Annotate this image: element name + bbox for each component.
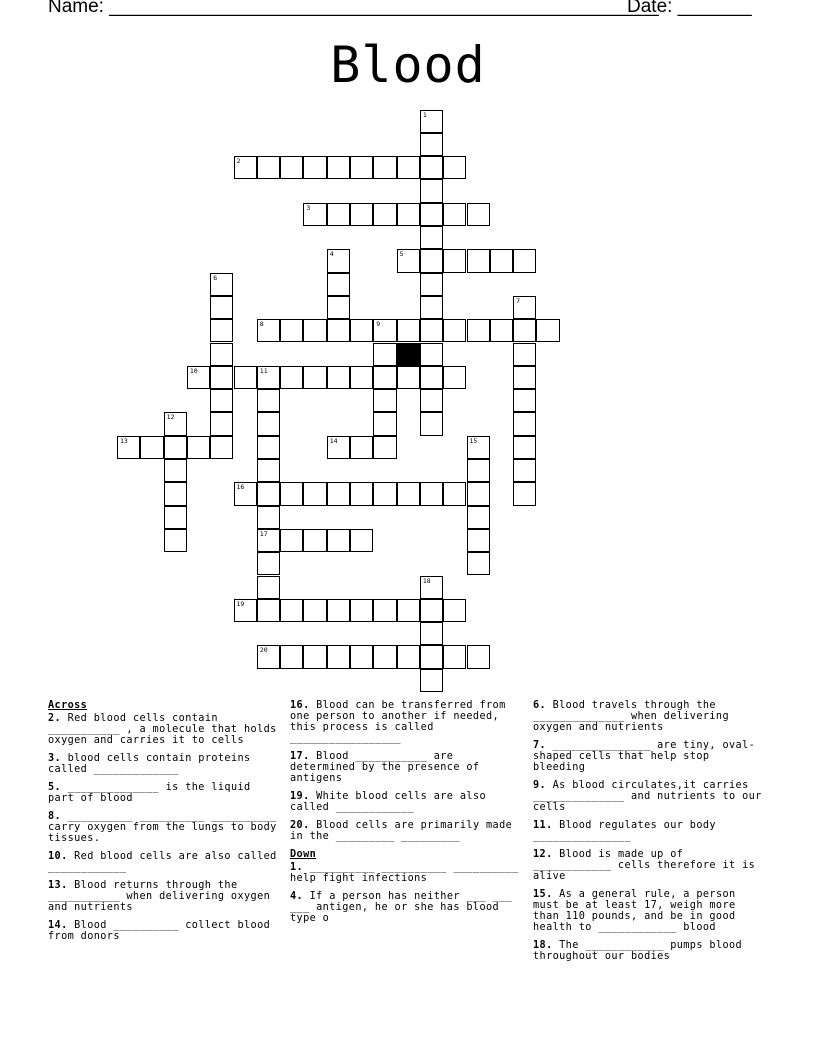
crossword-cell[interactable]	[513, 366, 536, 389]
crossword-cell[interactable]	[536, 319, 559, 342]
clues-column-2	[290, 700, 525, 931]
clue-number: 2	[236, 157, 241, 166]
crossword-cell[interactable]	[397, 482, 420, 505]
crossword-cell[interactable]	[513, 412, 536, 435]
crossword-cell[interactable]	[443, 482, 466, 505]
crossword-cell[interactable]	[210, 436, 233, 459]
crossword-cell[interactable]	[327, 273, 350, 296]
crossword-cell[interactable]	[420, 156, 443, 179]
clue-text: Blood is made up of ____________ cells therefore it is alive	[533, 849, 756, 882]
crossword-cell[interactable]	[350, 529, 373, 552]
crossword-cell[interactable]	[350, 156, 373, 179]
crossword-cell[interactable]	[373, 156, 396, 179]
clue-number-label: 18.	[533, 940, 553, 951]
crossword-cell[interactable]	[164, 482, 187, 505]
crossword-cell[interactable]	[350, 436, 373, 459]
clue-text: __________ __________ __________ carry oxygen from the lungs to body tissues.	[48, 811, 277, 844]
clue-text: Blood can be transferred from one person to another if needed, this process is called _________________	[290, 700, 506, 744]
crossword-cell[interactable]	[513, 482, 536, 505]
clue	[533, 740, 768, 773]
blocked-cell	[397, 343, 420, 366]
clue	[290, 862, 525, 884]
clue-number: 20	[259, 646, 268, 655]
crossword-cell[interactable]	[303, 529, 326, 552]
clue-number-label: 19.	[290, 791, 310, 802]
crossword-cell[interactable]	[350, 599, 373, 622]
crossword-cell[interactable]	[257, 459, 280, 482]
crossword-cell[interactable]	[513, 436, 536, 459]
crossword-cell[interactable]	[443, 203, 466, 226]
clue	[48, 713, 283, 746]
crossword-cell[interactable]	[327, 296, 350, 319]
clue-number: 19	[236, 599, 245, 608]
crossword-cell[interactable]	[420, 669, 443, 692]
clue-number: 12	[166, 413, 175, 422]
crossword-cell[interactable]	[327, 645, 350, 668]
crossword-cell[interactable]	[350, 203, 373, 226]
clue-text: Red blood cells are also called ____________	[48, 851, 277, 873]
crossword-cell[interactable]	[420, 622, 443, 645]
crossword-cell[interactable]	[303, 366, 326, 389]
clue	[533, 820, 768, 842]
clue-number-label: 20.	[290, 820, 310, 831]
crossword-cell[interactable]	[327, 366, 350, 389]
crossword-cell[interactable]	[117, 436, 140, 459]
crossword-cell[interactable]	[420, 133, 443, 156]
clue-number-label: 11.	[533, 820, 553, 831]
crossword-cell[interactable]	[327, 319, 350, 342]
crossword-cell[interactable]	[513, 459, 536, 482]
crossword-cell[interactable]	[327, 249, 350, 272]
clue	[48, 753, 283, 775]
clue-number: 18	[422, 576, 431, 585]
clue	[290, 751, 525, 784]
crossword-cell[interactable]	[257, 389, 280, 412]
crossword-cell[interactable]	[373, 436, 396, 459]
clue-number: 6	[213, 273, 218, 282]
clue	[48, 880, 283, 913]
clue	[48, 920, 283, 942]
clue-text: __________ __________ __________ help fight infections	[290, 862, 519, 884]
clue-number: 14	[329, 436, 338, 445]
crossword-cell[interactable]	[373, 343, 396, 366]
crossword-cell[interactable]	[257, 366, 280, 389]
clue	[533, 849, 768, 882]
clue-number: 10	[189, 366, 198, 375]
clue-number-label: 6.	[533, 700, 547, 711]
clue	[48, 782, 283, 804]
crossword-cell[interactable]	[164, 529, 187, 552]
crossword-cell[interactable]	[373, 366, 396, 389]
clue-text: Blood cells are primarily made in the _________ _________	[290, 820, 513, 842]
clue-section-heading: Across	[48, 700, 88, 711]
crossword-cell[interactable]	[373, 482, 396, 505]
crossword-cell[interactable]	[210, 296, 233, 319]
crossword-cell[interactable]	[257, 576, 280, 599]
clue-number: 7	[516, 296, 521, 305]
crossword-cell[interactable]	[467, 436, 490, 459]
crossword-cell[interactable]	[420, 110, 443, 133]
crossword-cell[interactable]	[373, 599, 396, 622]
crossword-cell[interactable]	[327, 482, 350, 505]
crossword-cell[interactable]	[373, 645, 396, 668]
crossword-cell[interactable]	[513, 296, 536, 319]
crossword-cell[interactable]	[420, 343, 443, 366]
crossword-cell[interactable]	[373, 203, 396, 226]
crossword-cell[interactable]	[513, 249, 536, 272]
crossword-cell[interactable]	[257, 599, 280, 622]
clue-number: 1	[422, 110, 427, 119]
clue	[533, 700, 768, 733]
crossword-cell[interactable]	[210, 412, 233, 435]
crossword-cell[interactable]	[513, 389, 536, 412]
clue-text: Blood regulates our body _______________	[533, 820, 716, 842]
crossword-cell[interactable]	[164, 459, 187, 482]
crossword-cell[interactable]	[210, 366, 233, 389]
crossword-cell[interactable]	[234, 482, 257, 505]
crossword-cell[interactable]	[327, 156, 350, 179]
clue-text: blood cells contain proteins called _____________	[48, 753, 251, 775]
crossword-cell[interactable]	[467, 203, 490, 226]
clue-text: ______________ is the liquid part of blood	[48, 782, 251, 804]
crossword-cell[interactable]	[420, 203, 443, 226]
crossword-cell[interactable]	[420, 179, 443, 202]
crossword-cell[interactable]	[373, 389, 396, 412]
clue-section-heading: Down	[290, 849, 317, 860]
crossword-cell[interactable]	[350, 482, 373, 505]
crossword-cell[interactable]	[420, 249, 443, 272]
crossword-cell[interactable]	[303, 599, 326, 622]
crossword-cell[interactable]	[420, 366, 443, 389]
clue	[533, 780, 768, 813]
crossword-cell[interactable]	[164, 506, 187, 529]
clue-text: White blood cells are also called ____________	[290, 791, 487, 813]
clue-number-label: 13.	[48, 880, 68, 891]
crossword-cell[interactable]	[490, 319, 513, 342]
crossword-cell[interactable]	[234, 599, 257, 622]
clue-number-label: 10.	[48, 851, 68, 862]
crossword-cell[interactable]	[210, 319, 233, 342]
crossword-cell[interactable]	[420, 273, 443, 296]
name-field-label: Name: ____________________________________________________	[48, 0, 659, 17]
crossword-cell[interactable]	[397, 156, 420, 179]
crossword-cell[interactable]	[257, 645, 280, 668]
crossword-cell[interactable]	[187, 366, 210, 389]
crossword-cell[interactable]	[210, 343, 233, 366]
clue-number-label: 7.	[533, 740, 547, 751]
crossword-cell[interactable]	[443, 599, 466, 622]
crossword-cell[interactable]	[257, 156, 280, 179]
clue-number: 16	[236, 483, 245, 492]
clue-text: As a general rule, a person must be at least 17, weigh more than 110 pounds, and be in good health to ____________ blood	[533, 889, 736, 933]
crossword-cell[interactable]	[420, 296, 443, 319]
clue	[290, 700, 525, 744]
crossword-cell[interactable]	[327, 436, 350, 459]
crossword-cell[interactable]	[513, 343, 536, 366]
crossword-cell[interactable]	[303, 645, 326, 668]
crossword-cell[interactable]	[210, 389, 233, 412]
crossword-cell[interactable]	[397, 366, 420, 389]
crossword-cell[interactable]	[467, 459, 490, 482]
crossword-cell[interactable]	[234, 366, 257, 389]
crossword-cell[interactable]	[467, 482, 490, 505]
crossword-cell[interactable]	[420, 482, 443, 505]
crossword-cell[interactable]	[280, 529, 303, 552]
date-field-label: Date: _______	[627, 0, 752, 17]
crossword-cell[interactable]	[490, 249, 513, 272]
crossword-cell[interactable]	[420, 226, 443, 249]
crossword-cell[interactable]	[397, 599, 420, 622]
crossword-cell[interactable]	[234, 156, 257, 179]
crossword-cell[interactable]	[420, 412, 443, 435]
crossword-cell[interactable]	[257, 529, 280, 552]
crossword-cell[interactable]	[257, 412, 280, 435]
crossword-cell[interactable]	[443, 156, 466, 179]
crossword-cell[interactable]	[187, 436, 210, 459]
clue-text: Blood __________ collect blood from donors	[48, 920, 271, 942]
clue-text: If a person has neither ___ ___ ___ antigen, he or she has blood type o	[290, 891, 513, 924]
clue	[48, 851, 283, 873]
clue	[533, 940, 768, 962]
crossword-cell[interactable]	[350, 319, 373, 342]
crossword-cell[interactable]	[420, 576, 443, 599]
crossword-cell[interactable]	[513, 319, 536, 342]
clue-number-label: 12.	[533, 849, 553, 860]
crossword-cell[interactable]	[164, 436, 187, 459]
clue-number-label: 15.	[533, 889, 553, 900]
crossword-cell[interactable]	[420, 599, 443, 622]
clue-text: Red blood cells contain ___________ , a molecule that holds oxygen and carries it to cells	[48, 713, 277, 746]
crossword-cell[interactable]	[397, 249, 420, 272]
crossword-cell[interactable]	[350, 366, 373, 389]
clue-number: 8	[259, 320, 264, 329]
clue	[48, 811, 283, 844]
crossword-cell[interactable]	[280, 645, 303, 668]
crossword-cell[interactable]	[397, 319, 420, 342]
clue-number-label: 4.	[290, 891, 304, 902]
clue-number-label: 9.	[533, 780, 547, 791]
crossword-cell[interactable]	[467, 249, 490, 272]
crossword-cell[interactable]	[303, 156, 326, 179]
clue-text: Blood returns through the ___________ when delivering oxygen and nutrients	[48, 880, 271, 913]
crossword-cell[interactable]	[280, 156, 303, 179]
crossword-cell[interactable]	[373, 412, 396, 435]
crossword-cell[interactable]	[257, 482, 280, 505]
crossword-cell[interactable]	[467, 319, 490, 342]
clue-text: _______________ are tiny, oval-shaped cells that help stop bleeding	[533, 740, 756, 773]
clue	[533, 889, 768, 933]
crossword-cell[interactable]	[373, 319, 396, 342]
clue-number-label: 5.	[48, 782, 62, 793]
crossword-cell[interactable]	[467, 552, 490, 575]
clue	[290, 820, 525, 842]
clue-text: As blood circulates,it carries ______________ and nutrients to our cells	[533, 780, 762, 813]
crossword-cell[interactable]	[257, 506, 280, 529]
clue-text: The ____________ pumps blood throughout our bodies	[533, 940, 743, 962]
crossword-cell[interactable]	[257, 436, 280, 459]
crossword-cell[interactable]	[350, 645, 373, 668]
clues-column-1	[48, 700, 283, 949]
clue	[290, 791, 525, 813]
clue-text: Blood travels through the ______________ when delivering oxygen and nutrients	[533, 700, 730, 733]
crossword-cell[interactable]	[280, 366, 303, 389]
clue-number: 3	[306, 203, 311, 212]
crossword-cell[interactable]	[280, 482, 303, 505]
crossword-cell[interactable]	[327, 529, 350, 552]
clue-number: 15	[469, 436, 478, 445]
crossword-cell[interactable]	[467, 645, 490, 668]
crossword-cell[interactable]	[164, 412, 187, 435]
crossword-cell[interactable]	[467, 506, 490, 529]
crossword-cell[interactable]	[397, 645, 420, 668]
crossword-cell[interactable]	[443, 319, 466, 342]
clue-number: 17	[259, 529, 268, 538]
crossword-cell[interactable]	[257, 552, 280, 575]
crossword-cell[interactable]	[280, 599, 303, 622]
crossword-cell[interactable]	[420, 389, 443, 412]
crossword-cell[interactable]	[303, 319, 326, 342]
crossword-cell[interactable]	[257, 319, 280, 342]
clues-column-3	[533, 700, 768, 969]
clue-number-label: 14.	[48, 920, 68, 931]
clue-number: 13	[120, 436, 128, 445]
clue-number-label: 1.	[290, 862, 304, 873]
clue	[290, 891, 525, 924]
clue-number: 5	[399, 250, 404, 259]
clue-number-label: 2.	[48, 713, 62, 724]
crossword-cell[interactable]	[210, 273, 233, 296]
crossword-cell[interactable]	[327, 599, 350, 622]
clue-number-label: 16.	[290, 700, 310, 711]
clue-number-label: 3.	[48, 753, 62, 764]
crossword-cell[interactable]	[443, 366, 466, 389]
crossword-cell[interactable]	[443, 249, 466, 272]
crossword-cell[interactable]	[303, 482, 326, 505]
crossword-cell[interactable]	[397, 203, 420, 226]
crossword-cell[interactable]	[303, 203, 326, 226]
crossword-cell[interactable]	[467, 529, 490, 552]
clue-number-label: 8.	[48, 811, 62, 822]
clue-number: 4	[329, 250, 334, 259]
clue-number-label: 17.	[290, 751, 310, 762]
crossword-cell[interactable]	[443, 645, 466, 668]
clue-text: Blood ___________ are determined by the presence of antigens	[290, 751, 480, 784]
crossword-cell[interactable]	[420, 645, 443, 668]
clue-number: 11	[259, 366, 268, 375]
clue-number: 9	[376, 320, 381, 329]
crossword-cell[interactable]	[140, 436, 163, 459]
crossword-cell[interactable]	[280, 319, 303, 342]
page-title: Blood	[330, 36, 486, 94]
crossword-cell[interactable]	[420, 319, 443, 342]
crossword-cell[interactable]	[327, 203, 350, 226]
